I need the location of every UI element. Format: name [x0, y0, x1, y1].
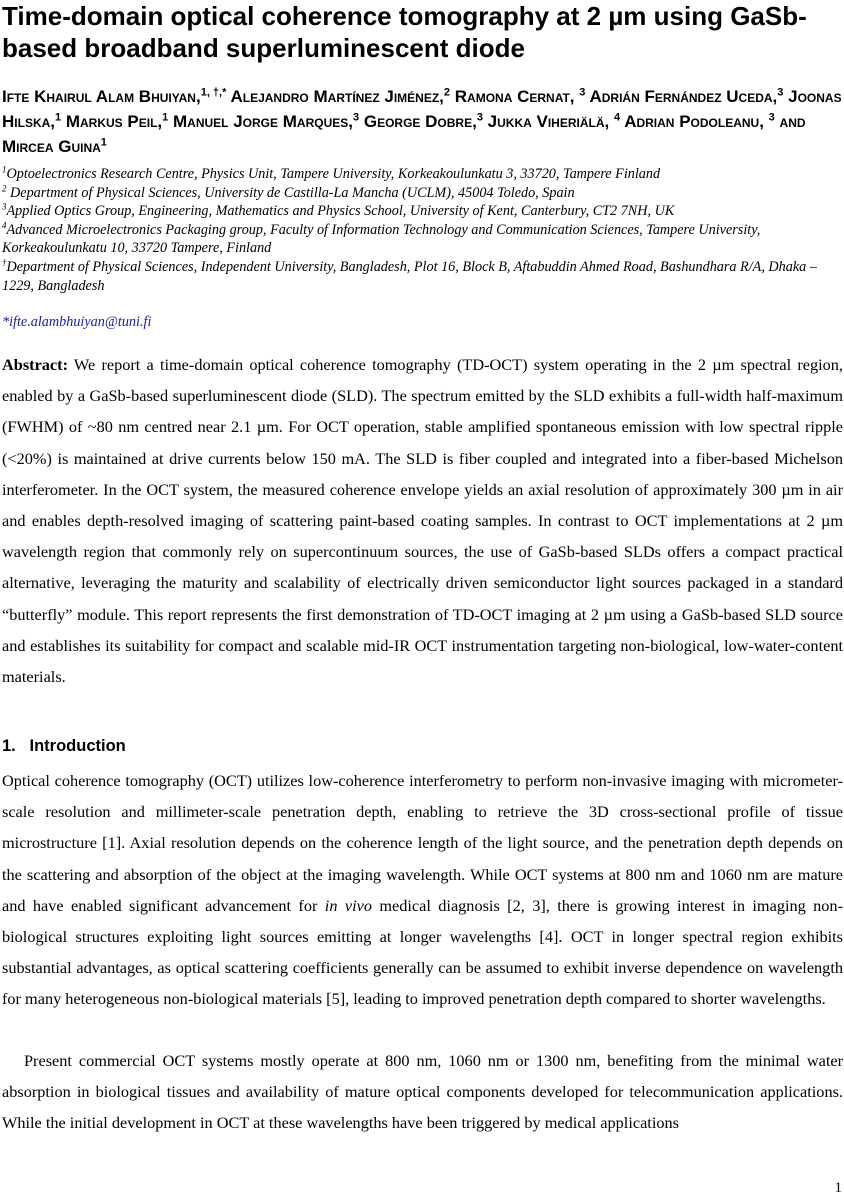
author: Adrian Podoleanu, $^3$ — [624, 111, 775, 131]
affiliation-list — [2, 165, 838, 295]
abstract-label: Abstract: — [2, 355, 69, 374]
abstract — [2, 349, 843, 692]
affiliation: $^3$Applied Optics Group, Engineering, Mathematics and Physics School, University of Kent, Canterbury, CT2 7NH, UK — [2, 201, 675, 220]
author: Manuel Jorge Marques,$^3$ — [173, 111, 360, 131]
page-number: 1 — [834, 1180, 842, 1196]
author: Ifte Khairul Alam Bhuiyan,$^{1, \dagger,*}$ — [2, 86, 227, 106]
abstract-text: We report a time-domain optical coherence tomography (TD-OCT) system operating in the 2 µm spectral region, enabled by a GaSb-based superluminescent diode (SLD). The spectrum emitted by the SLD exhibits a full-width half-maximum (FWHM) of ~80 nm centred near 2.1 µm. For OCT operation, stable amplified spontaneous emission with low spectral ripple (<20%) is maintained at drive currents below 150 mA. The SLD is fiber coupled and integrated into a fiber-based Michelson interferometer. In the OCT system, the measured coherence envelope yields an axial resolution of approximately 300 µm in air and enables depth-resolved imaging of scattering paint-based coating samples. In contrast to OCT implementations at 2 µm wavelength region that commonly rely on supercontinuum sources, the use of GaSb-based SLDs offers a compact practical alternative, leveraging the maturity and scalability of electrically driven semiconductor light sources packaged in a standard “butterfly” module. This report represents the first demonstration of TD-OCT imaging at 2 µm using a GaSb-based SLD source and establishes its suitability for compact and scalable mid-IR OCT instrumentation targeting non-biological, low-water-content materials. — [2, 355, 843, 687]
author: and Mircea Guina$^1$ — [2, 112, 806, 156]
author: Markus Peil,$^1$ — [65, 111, 169, 131]
author-list — [2, 84, 842, 159]
author: Joonas Hilska,$^1$ — [2, 87, 842, 131]
affiliation: $^2$ Department of Physical Sciences, University de Castilla-La Mancha (UCLM), 45004 Toledo, Spain — [2, 182, 575, 201]
affiliation: $^4$Advanced Microelectronics Packaging group, Faculty of Information Technology and Communication Sciences, Tampere University, Korkeakoulunkatu 10, 33720 Tampere, Finland — [2, 220, 761, 257]
affiliation: †Department of Physical Sciences, Independent University, Bangladesh, Plot 16, Block B, Aftabuddin Ahmed Road, Bashundhara R/A, Dhaka – 1229, Bangladesh — [2, 257, 817, 294]
author: Jukka Viheriälä, $^4$ — [487, 111, 621, 131]
section-heading: 1. Introduction — [2, 737, 126, 755]
author: Alejandro Martínez Jiménez,$^2$ — [230, 86, 451, 106]
affiliation: $^1$Optoelectronics Research Centre, Physics Unit, Tampere University, Korkeakoulunkatu 3, 33720, Tampere Finland — [2, 164, 661, 182]
intro-paragraph-1: Optical coherence tomography (OCT) utilizes low-coherence interferometry to perform non-invasive imaging with micrometer-scale resolution and millimeter-scale penetration depth, enabling to retrieve the 3D cross-sectional profile of tissue microstructure [1]. Axial resolution depends on the coherence length of the light source, and the penetration depth depends on the scattering and absorption of the object at the imaging wavelength. While OCT systems at 800 nm and 1060 nm are mature and have enabled significant advancement for in vivo medical diagnosis [2, 3], there is growing interest in imaging non-biological structures exploiting light sources emitting at longer wavelengths [4]. OCT in longer spectral region exhibits substantial advantages, as optical scattering coefficients generally can be assumed to exhibit inverse dependence on wavelength for many heterogeneous non-biological materials [5], leading to improved penetration depth compared to shorter wavelengths. — [2, 771, 843, 1009]
author: Ramona Cernat, $^3$ — [454, 86, 586, 106]
intro-paragraph-2: Present commercial OCT systems mostly operate at 800 nm, 1060 nm or 1300 nm, benefiting from the minimal water absorption in biological tissues and availability of mature optical components developed for telecommunication applications. While the initial development in OCT at these wavelengths have been triggered by medical applications — [2, 1051, 843, 1133]
author: George Dobre,$^3$ — [363, 111, 483, 131]
author: Adrián Fernández Uceda,$^3$ — [589, 86, 784, 106]
paper-title: Time-domain optical coherence tomography at 2 µm using GaSb-based broadband superluminescent diode — [2, 1, 807, 63]
corresponding-email-link[interactable]: *ifte.alambhuiyan@tuni.fi — [2, 314, 152, 330]
